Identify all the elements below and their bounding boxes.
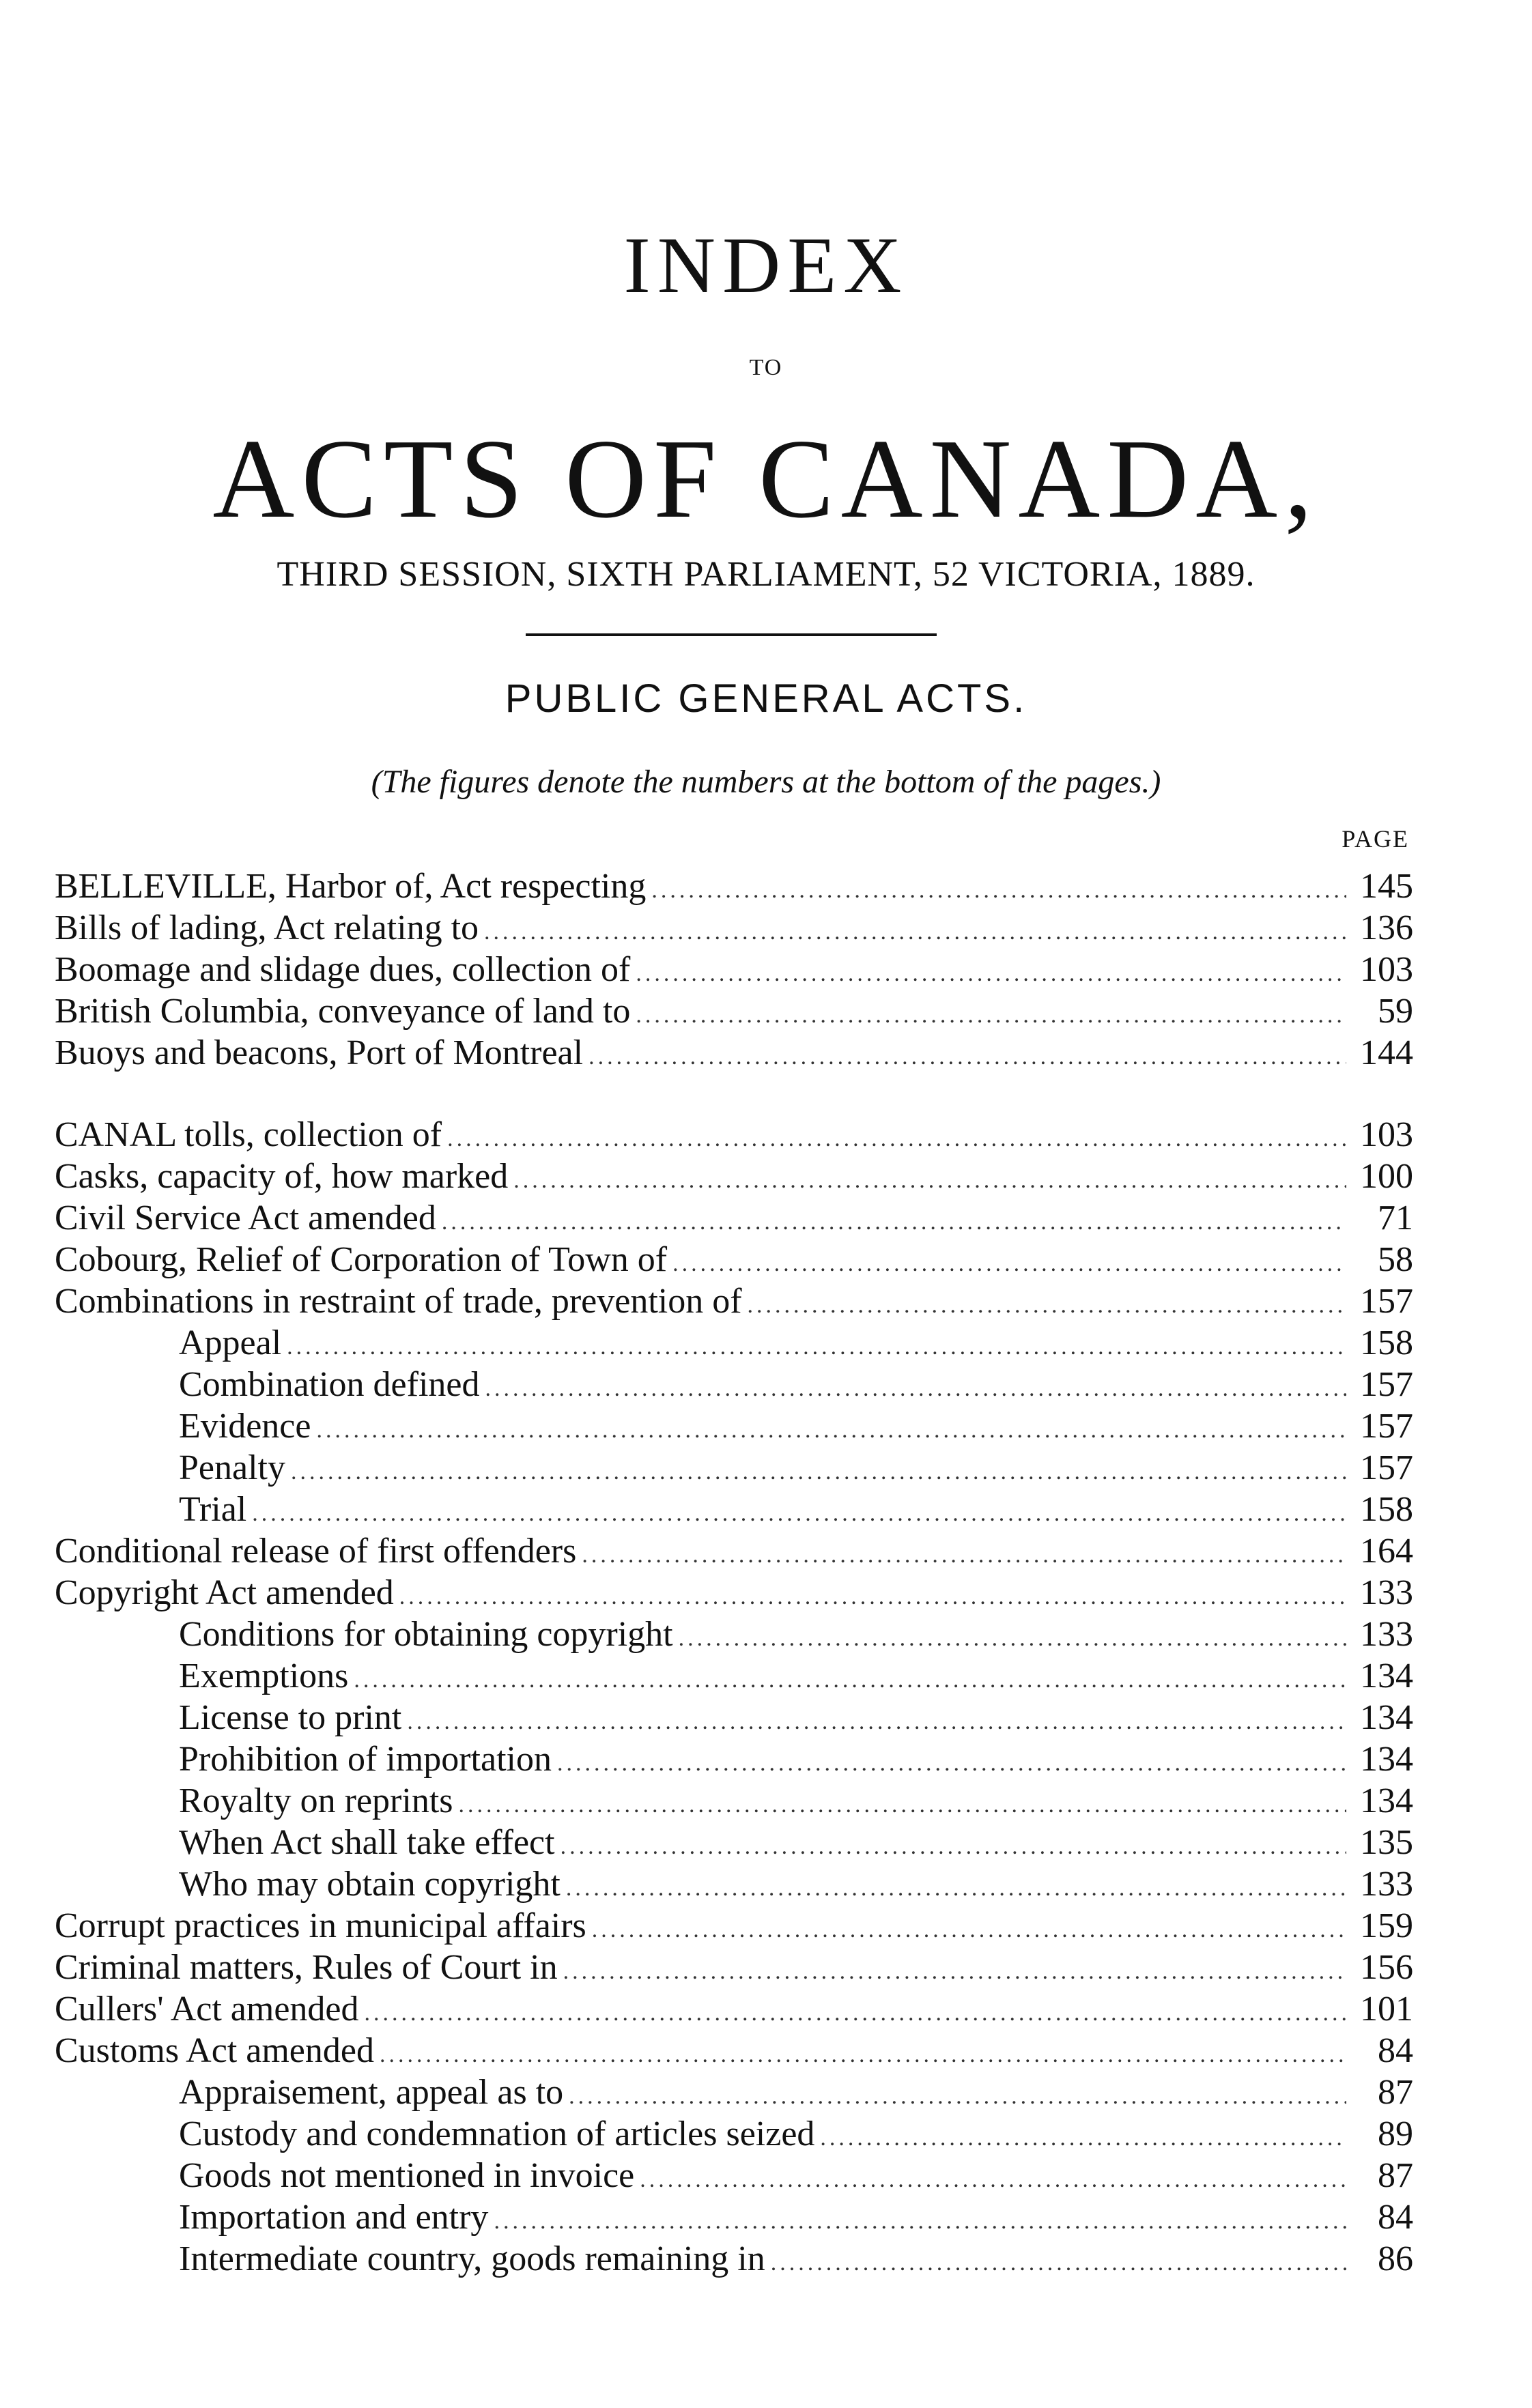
entry-page: 157: [1360, 1407, 1413, 1446]
index-subentry: [55, 1822, 1413, 1863]
index-entry: [55, 1280, 1413, 1322]
entry-text: BELLEVILLE, Harbor of, Act respecting: [55, 867, 647, 906]
dot-leader: [354, 1659, 1346, 1701]
index-subentry: [55, 1863, 1413, 1905]
entry-page: 133: [1360, 1573, 1413, 1612]
entry-page: 157: [1360, 1448, 1413, 1487]
entry-text: Royalty on reprints: [179, 1781, 453, 1820]
figures-note: (The figures denote the numbers at the bottom of the pages.): [371, 764, 1161, 800]
entry-page: 133: [1360, 1615, 1413, 1654]
dot-leader: [252, 1493, 1346, 1534]
entry-page: 103: [1360, 1115, 1413, 1154]
entry-text: Appraisement, appeal as to: [179, 2073, 564, 2112]
dot-leader: [566, 1867, 1346, 1909]
dot-leader: [447, 1118, 1346, 1160]
entry-page: 136: [1360, 908, 1413, 947]
entry-page: 134: [1360, 1698, 1413, 1737]
index-entry: [55, 907, 1413, 949]
index-entry: [55, 1197, 1413, 1239]
entry-page: 158: [1360, 1323, 1413, 1362]
dot-leader: [771, 2242, 1346, 2284]
entry-text: CANAL tolls, collection of: [55, 1115, 442, 1154]
index-list: [55, 865, 1413, 2280]
index-subentry: [55, 1655, 1413, 1697]
index-entry: [55, 1032, 1413, 1074]
dot-leader: [636, 994, 1346, 1036]
entry-page: 159: [1360, 1906, 1413, 1945]
entry-page: 134: [1360, 1657, 1413, 1695]
index-subentry: [55, 2196, 1413, 2238]
index-subentry: [55, 1614, 1413, 1655]
index-subentry: [55, 1447, 1413, 1489]
index-entry: [55, 949, 1413, 990]
entry-text: Combination defined: [179, 1365, 480, 1404]
entry-page: 89: [1378, 2115, 1413, 2153]
index-entry: [55, 1905, 1413, 1947]
entry-page: 164: [1360, 1532, 1413, 1571]
entry-text: Civil Service Act amended: [55, 1199, 436, 1237]
section-heading: PUBLIC GENERAL ACTS.: [505, 676, 1027, 721]
entry-text: Custody and condemnation of articles seized: [179, 2115, 815, 2153]
index-entry: [55, 1572, 1413, 1614]
entry-text: Combinations in restraint of trade, prevention of: [55, 1282, 742, 1321]
entry-page: 135: [1360, 1823, 1413, 1862]
entry-page: 87: [1378, 2156, 1413, 2195]
divider-rule: [526, 633, 937, 636]
dot-leader: [407, 1701, 1346, 1743]
dot-leader: [557, 1743, 1346, 1784]
index-subentry: [55, 2155, 1413, 2196]
entry-page: 145: [1360, 867, 1413, 906]
index-entry: [55, 1988, 1413, 2030]
entry-text: Intermediate country, goods remaining in: [179, 2239, 765, 2278]
entry-text: When Act shall take effect: [179, 1823, 555, 1862]
dot-leader: [588, 1036, 1346, 1078]
entry-text: Cullers' Act amended: [55, 1990, 359, 2029]
entry-text: Trial: [179, 1490, 247, 1529]
entry-page: 86: [1378, 2239, 1413, 2278]
entry-page: 156: [1360, 1948, 1413, 1987]
entry-page: 100: [1360, 1157, 1413, 1196]
dot-leader: [651, 870, 1346, 911]
index-subentry: [55, 1322, 1413, 1364]
dot-leader: [820, 2117, 1346, 2159]
entry-text: Conditional release of first offenders: [55, 1532, 577, 1571]
entry-text: British Columbia, conveyance of land to: [55, 992, 631, 1031]
index-subentry: [55, 1364, 1413, 1405]
dot-leader: [636, 953, 1346, 994]
entry-page: 84: [1378, 2031, 1413, 2070]
dot-leader: [582, 1534, 1346, 1576]
dot-leader: [287, 1326, 1346, 1368]
entry-text: Evidence: [179, 1407, 311, 1446]
session-line: THIRD SESSION, SIXTH PARLIAMENT, 52 VICTORIA, 1889.: [276, 555, 1256, 594]
dot-leader: [494, 2201, 1346, 2242]
index-entry: [55, 1947, 1413, 1988]
dot-leader: [291, 1451, 1346, 1493]
entry-text: Boomage and slidage dues, collection of: [55, 950, 631, 989]
index-subentry: [55, 1489, 1413, 1530]
entry-text: Penalty: [179, 1448, 285, 1487]
entry-page: 144: [1360, 1033, 1413, 1072]
index-subentry: [55, 1738, 1413, 1780]
entry-text: Who may obtain copyright: [179, 1865, 561, 1904]
entry-text: Casks, capacity of, how marked: [55, 1157, 509, 1196]
index-entry: [55, 1156, 1413, 1197]
index-entry: [55, 865, 1413, 907]
entry-page: 84: [1378, 2198, 1413, 2237]
dot-leader: [364, 1992, 1346, 2034]
entry-page: 59: [1378, 992, 1413, 1031]
dot-leader: [561, 1826, 1346, 1867]
dot-leader: [679, 1618, 1346, 1659]
index-subentry: [55, 2072, 1413, 2113]
entry-page: 58: [1378, 1240, 1413, 1279]
index-entry: [55, 1530, 1413, 1572]
dot-leader: [316, 1409, 1346, 1451]
entry-text: Cobourg, Relief of Corporation of Town of: [55, 1240, 668, 1279]
title-connector: TO: [749, 355, 783, 380]
entry-text: Conditions for obtaining copyright: [179, 1615, 673, 1654]
dot-leader: [513, 1160, 1346, 1201]
entry-page: 157: [1360, 1282, 1413, 1321]
index-subentry: [55, 1697, 1413, 1738]
entry-page: 134: [1360, 1781, 1413, 1820]
entry-page: 157: [1360, 1365, 1413, 1404]
index-entry: [55, 1239, 1413, 1280]
index-entry: [55, 990, 1413, 1032]
dot-leader: [442, 1201, 1346, 1243]
entry-page: 134: [1360, 1740, 1413, 1779]
dot-leader: [485, 1368, 1346, 1409]
entry-text: Goods not mentioned in invoice: [179, 2156, 635, 2195]
entry-text: Bills of lading, Act relating to: [55, 908, 479, 947]
index-subentry: [55, 2113, 1413, 2155]
dot-leader: [563, 1951, 1346, 1992]
entry-page: 101: [1360, 1990, 1413, 2029]
entry-text: Buoys and beacons, Port of Montreal: [55, 1033, 584, 1072]
acts-title: ACTS OF CANADA,: [212, 416, 1320, 541]
index-title: INDEX: [623, 220, 909, 310]
entry-text: Criminal matters, Rules of Court in: [55, 1948, 558, 1987]
index-subentry: [55, 1405, 1413, 1447]
page-column-header: PAGE: [1342, 825, 1409, 852]
entry-text: Importation and entry: [179, 2198, 489, 2237]
dot-leader: [640, 2159, 1346, 2201]
entry-text: Exemptions: [179, 1657, 349, 1695]
dot-leader: [748, 1285, 1346, 1326]
dot-leader: [672, 1243, 1346, 1285]
entry-text: Prohibition of importation: [179, 1740, 552, 1779]
dot-leader: [399, 1576, 1346, 1618]
entry-text: Customs Act amended: [55, 2031, 374, 2070]
entry-page: 158: [1360, 1490, 1413, 1529]
entry-text: License to print: [179, 1698, 402, 1737]
dot-leader: [380, 2034, 1346, 2076]
entry-page: 103: [1360, 950, 1413, 989]
entry-text: Corrupt practices in municipal affairs: [55, 1906, 586, 1945]
entry-text: Copyright Act amended: [55, 1573, 394, 1612]
dot-leader: [459, 1784, 1346, 1826]
index-subentry: [55, 1780, 1413, 1822]
dot-leader: [569, 2076, 1346, 2117]
dot-leader: [592, 1909, 1346, 1951]
index-subentry: [55, 2238, 1413, 2280]
entry-page: 87: [1378, 2073, 1413, 2112]
entry-page: 71: [1378, 1199, 1413, 1237]
index-entry: [55, 2030, 1413, 2072]
dot-leader: [484, 911, 1346, 953]
entry-text: Appeal: [179, 1323, 282, 1362]
index-entry: [55, 1114, 1413, 1156]
entry-page: 133: [1360, 1865, 1413, 1904]
